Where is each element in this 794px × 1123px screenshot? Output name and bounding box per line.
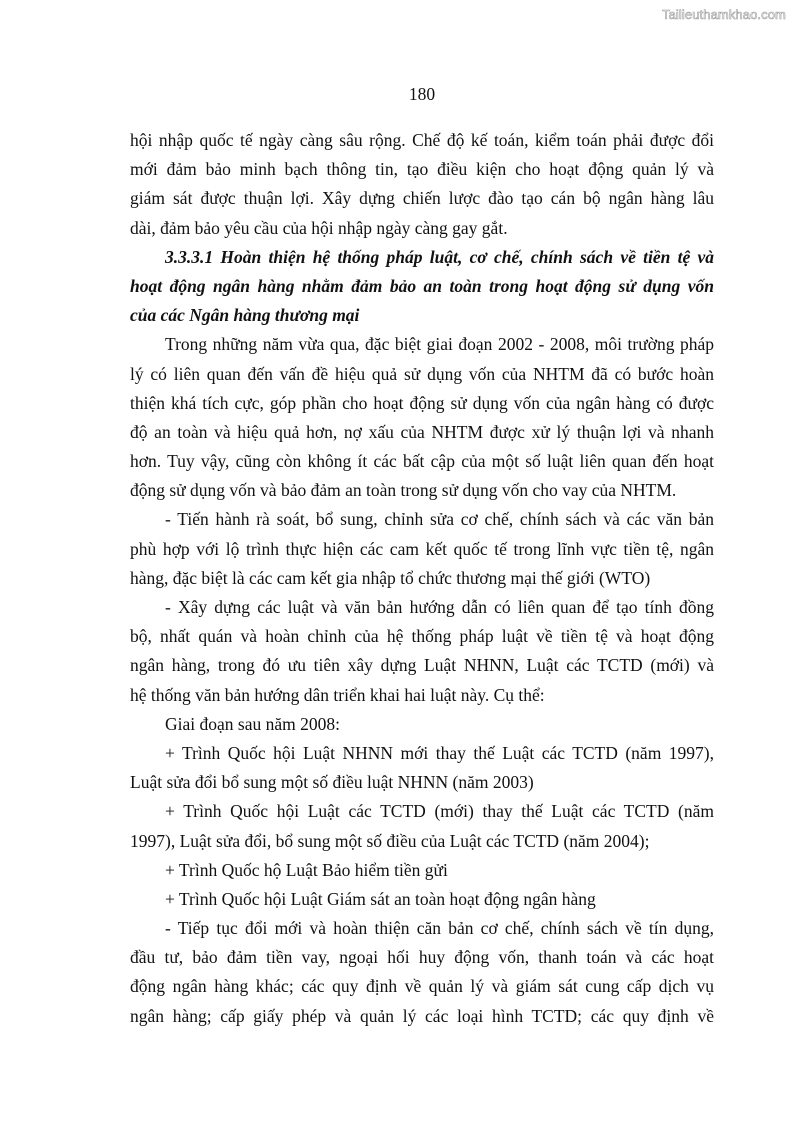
text-line: đầu tư, bảo đảm tiền vay, ngoại hối huy động vốn, thanh toán và các hoạt [130, 947, 714, 968]
text-line: lý có liên quan đến vấn đề hiệu quả sử dụng vốn của NHTM đã có bước hoàn [130, 363, 714, 384]
text-line: + Trình Quốc hộ Luật Bảo hiểm tiền gửi [165, 859, 448, 880]
text-line: giám sát được thuận lợi. Xây dựng chiến lược đào tạo cán bộ ngân hàng lâu [130, 188, 714, 209]
section-heading-line: 3.3.3.1 Hoàn thiện hệ thống pháp luật, cơ chế, chính sách về tiền tệ và [165, 246, 714, 267]
text-line: + Trình Quốc hội Luật Giám sát an toàn hoạt động ngân hàng [165, 888, 596, 909]
text-line: Giai đoạn sau năm 2008: [165, 713, 340, 734]
text-line: động sử dụng vốn và bảo đảm an toàn trong sử dụng vốn cho vay của NHTM. [130, 480, 677, 501]
text-line: + Trình Quốc hội Luật các TCTD (mới) thay thế Luật các TCTD (năm [165, 801, 714, 822]
text-line: ngân hàng; cấp giấy phép và quản lý các loại hình TCTD; các quy định về [130, 1005, 714, 1026]
text-line: bộ, nhất quán và hoàn chỉnh của hệ thống pháp luật về tiền tệ và hoạt động [130, 626, 714, 647]
text-line: dài, đảm bảo yêu cầu của hội nhập ngày càng gay gắt. [130, 217, 508, 238]
text-line: mới đảm bảo minh bạch thông tin, tạo điều kiện cho hoạt động quản lý và [130, 159, 714, 180]
text-line: + Trình Quốc hội Luật NHNN mới thay thế Luật các TCTD (năm 1997), [165, 742, 714, 763]
text-line: - Tiếp tục đổi mới và hoàn thiện căn bản cơ chế, chính sách về tín dụng, [165, 918, 714, 939]
section-heading-line: hoạt động ngân hàng nhằm đảm bảo an toàn trong hoạt động sử dụng vốn [130, 275, 714, 296]
text-line: động ngân hàng khác; các quy định về quản lý và giám sát cung cấp dịch vụ [130, 976, 714, 997]
watermark: Tailieuthamkhao.com [661, 7, 786, 22]
section-heading-line: của các Ngân hàng thương mại [130, 305, 360, 326]
text-line: Luật sửa đổi bổ sung một số điều luật NHNN (năm 2003) [130, 772, 534, 793]
text-line: hệ thống văn bản hướng dân triển khai hai luật này. Cụ thể: [130, 684, 545, 705]
text-line: hàng, đặc biệt là các cam kết gia nhập tổ chức thương mại thế giới (WTO) [130, 567, 651, 588]
text-line: hội nhập quốc tế ngày càng sâu rộng. Chế độ kế toán, kiểm toán phải được đổi [130, 130, 714, 150]
page-number: 180 [408, 84, 436, 104]
text-line: độ an toàn và hiệu quả hơn, nợ xấu của NHTM được xử lý thuận lợi và nhanh [130, 421, 714, 442]
text-line: 1997), Luật sửa đổi, bổ sung một số điều của Luật các TCTD (năm 2004); [130, 830, 650, 851]
text-line: - Tiến hành rà soát, bổ sung, chỉnh sửa cơ chế, chính sách và các văn bản [165, 509, 714, 530]
text-line: Trong những năm vừa qua, đặc biệt giai đoạn 2002 - 2008, môi trường pháp [165, 334, 714, 355]
text-line: hơn. Tuy vậy, cũng còn không ít các bất cập của một số luật liên quan đến hoạt [130, 451, 714, 472]
text-line: - Xây dựng các luật và văn bản hướng dẫn có liên quan để tạo tính đồng [165, 597, 714, 617]
document-body [130, 126, 714, 1031]
text-line: thiện khá tích cực, góp phần cho hoạt động sử dụng vốn của ngân hàng có được [130, 392, 714, 413]
text-line: phù hợp với lộ trình thực hiện các cam kết quốc tế trong lĩnh vực tiền tệ, ngân [130, 538, 714, 559]
text-line: ngân hàng, trong đó ưu tiên xây dựng Luật NHNN, Luật các TCTD (mới) và [130, 655, 714, 676]
